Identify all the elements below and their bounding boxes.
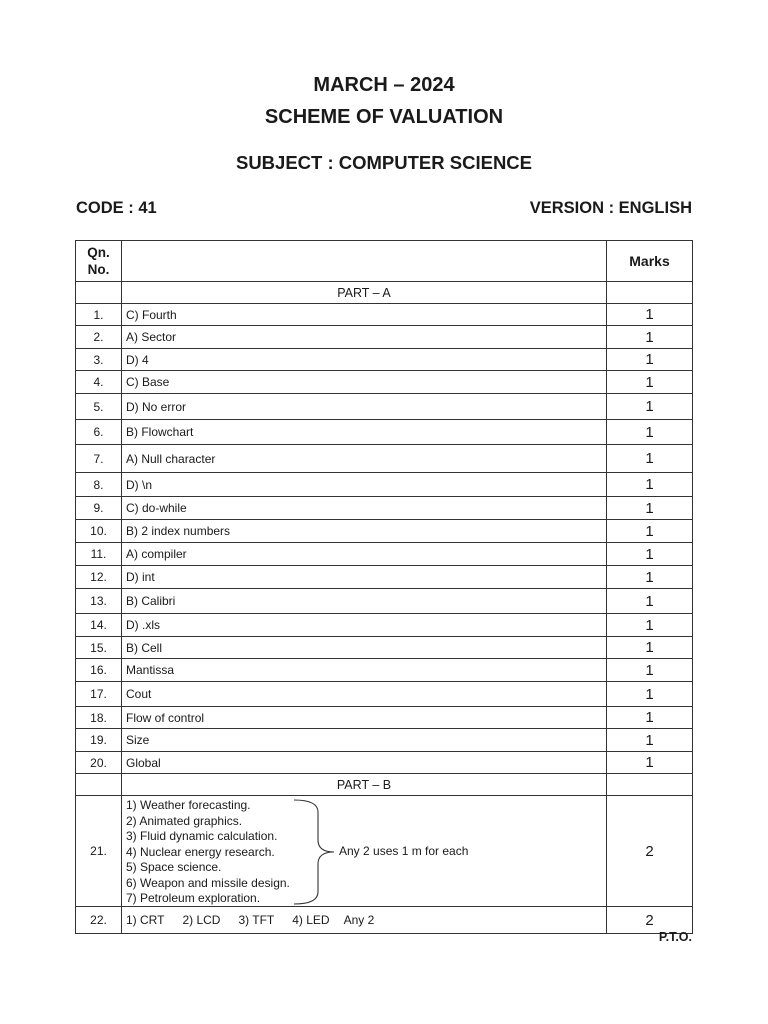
qn-cell: 8. — [76, 473, 122, 497]
qn-header-line2: No. — [87, 262, 110, 277]
q22-item: 3) TFT — [238, 913, 275, 927]
qn-cell: 10. — [76, 520, 122, 543]
q22-item: 4) LED — [292, 913, 330, 927]
answer-cell: C) Fourth — [122, 304, 607, 326]
table-row — [76, 473, 693, 497]
part-a-blank-marks — [607, 282, 693, 304]
answer-cell: B) 2 index numbers — [122, 520, 607, 543]
q22-item: 1) CRT — [126, 913, 165, 927]
exam-month-title: MARCH – 2024 — [313, 74, 455, 96]
qn-cell: 16. — [76, 659, 122, 682]
table-row — [76, 543, 693, 566]
table-row — [76, 752, 693, 774]
answer-cell: Global — [122, 752, 607, 774]
answer-cell: B) Cell — [122, 637, 607, 659]
table-row — [76, 637, 693, 659]
question-21-row — [76, 796, 693, 907]
qn-cell: 20. — [76, 752, 122, 774]
table-row — [76, 566, 693, 589]
q21-item: 2) Animated graphics. — [126, 813, 243, 828]
marks-cell: 1 — [607, 614, 693, 637]
qn-cell: 11. — [76, 543, 122, 566]
answer-header — [122, 241, 607, 282]
marks-header: Marks — [607, 241, 693, 282]
answer-cell: C) do-while — [122, 497, 607, 520]
part-b-blank-qn — [76, 774, 122, 796]
qn-cell: 2. — [76, 326, 122, 349]
answer-cell: D) \n — [122, 473, 607, 497]
pto-label: P.T.O. — [658, 930, 692, 944]
marks-cell: 1 — [607, 752, 693, 774]
marks-cell: 1 — [607, 543, 693, 566]
qn-cell: 17. — [76, 682, 122, 707]
answer-cell: C) Base — [122, 371, 607, 394]
marks-cell: 2 — [607, 907, 693, 934]
qn-cell: 4. — [76, 371, 122, 394]
table-row — [76, 497, 693, 520]
part-a-blank-qn — [76, 282, 122, 304]
answer-cell: A) compiler — [122, 543, 607, 566]
marks-cell: 1 — [607, 371, 693, 394]
table-row — [76, 304, 693, 326]
marks-cell: 1 — [607, 445, 693, 473]
table-row — [76, 445, 693, 473]
marks-cell: 1 — [607, 349, 693, 371]
qn-cell: 5. — [76, 394, 122, 420]
valuation-table — [75, 240, 693, 934]
subject-title: SUBJECT : COMPUTER SCIENCE — [235, 152, 533, 173]
q21-item: 3) Fluid dynamic calculation. — [126, 829, 278, 843]
qn-cell: 3. — [76, 349, 122, 371]
table-row — [76, 394, 693, 420]
marks-cell: 1 — [607, 520, 693, 543]
qn-cell: 14. — [76, 614, 122, 637]
table-row — [76, 614, 693, 637]
table-row — [76, 326, 693, 349]
answer-cell: Size — [122, 729, 607, 752]
qn-cell: 13. — [76, 589, 122, 614]
marks-cell: 2 — [607, 796, 693, 907]
qn-cell: 22. — [76, 907, 122, 934]
table-row — [76, 420, 693, 445]
table-row — [76, 682, 693, 707]
table-row — [76, 707, 693, 729]
table-row — [76, 349, 693, 371]
part-b-blank-marks — [607, 774, 693, 796]
marks-cell: 1 — [607, 637, 693, 659]
answer-cell — [122, 796, 607, 907]
marks-cell: 1 — [607, 497, 693, 520]
version-label: VERSION : ENGLISH — [529, 199, 692, 217]
answer-cell: A) Sector — [122, 326, 607, 349]
marks-cell: 1 — [607, 707, 693, 729]
q21-note: Any 2 uses 1 m for each — [339, 844, 469, 858]
table-row — [76, 729, 693, 752]
answer-cell: Cout — [122, 682, 607, 707]
curly-brace-icon — [292, 798, 338, 906]
qn-cell: 6. — [76, 420, 122, 445]
q21-item: 7) Petroleum exploration. — [126, 891, 261, 905]
part-a-label: PART – A — [122, 282, 607, 304]
answer-cell: D) No error — [122, 394, 607, 420]
part-b-label: PART – B — [122, 774, 607, 796]
answer-cell: A) Null character — [122, 445, 607, 473]
qn-cell: 18. — [76, 707, 122, 729]
marks-cell: 1 — [607, 473, 693, 497]
scheme-title: SCHEME OF VALUATION — [264, 106, 504, 128]
qn-cell: 21. — [76, 796, 122, 907]
marks-cell: 1 — [607, 304, 693, 326]
marks-cell: 1 — [607, 420, 693, 445]
qn-cell: 12. — [76, 566, 122, 589]
question-22-row — [76, 907, 693, 934]
q22-note: Any 2 — [343, 913, 375, 927]
marks-cell: 1 — [607, 566, 693, 589]
answer-cell: D) .xls — [122, 614, 607, 637]
qn-cell: 19. — [76, 729, 122, 752]
table-header-row — [76, 241, 693, 282]
q22-item: 2) LCD — [182, 913, 221, 927]
q21-item: 4) Nuclear energy research. — [126, 844, 275, 859]
q21-item: 6) Weapon and missile design. — [126, 875, 290, 890]
answer-cell: Flow of control — [122, 707, 607, 729]
marks-cell: 1 — [607, 729, 693, 752]
q21-uses-list — [126, 798, 290, 907]
table-row — [76, 659, 693, 682]
marks-cell: 1 — [607, 326, 693, 349]
answer-cell: B) Flowchart — [122, 420, 607, 445]
part-b-row — [76, 774, 693, 796]
q21-item: 5) Space science. — [126, 860, 222, 874]
table-row — [76, 589, 693, 614]
table-row — [76, 371, 693, 394]
answer-cell: B) Calibri — [122, 589, 607, 614]
table-row — [76, 520, 693, 543]
answer-cell: Mantissa — [122, 659, 607, 682]
qn-cell: 15. — [76, 637, 122, 659]
part-a-row — [76, 282, 693, 304]
qn-cell: 9. — [76, 497, 122, 520]
q21-item: 1) Weather forecasting. — [126, 798, 251, 812]
qn-header-line1: Qn. — [87, 245, 110, 260]
q21-answer — [122, 796, 606, 906]
answer-cell: D) int — [122, 566, 607, 589]
subject-code: CODE : 41 — [76, 199, 157, 217]
qn-cell: 1. — [76, 304, 122, 326]
marks-cell: 1 — [607, 659, 693, 682]
q22-answer — [122, 907, 607, 934]
marks-cell: 1 — [607, 394, 693, 420]
marks-cell: 1 — [607, 589, 693, 614]
answer-cell: D) 4 — [122, 349, 607, 371]
marks-cell: 1 — [607, 682, 693, 707]
qn-cell: 7. — [76, 445, 122, 473]
qn-no-header — [76, 241, 122, 282]
